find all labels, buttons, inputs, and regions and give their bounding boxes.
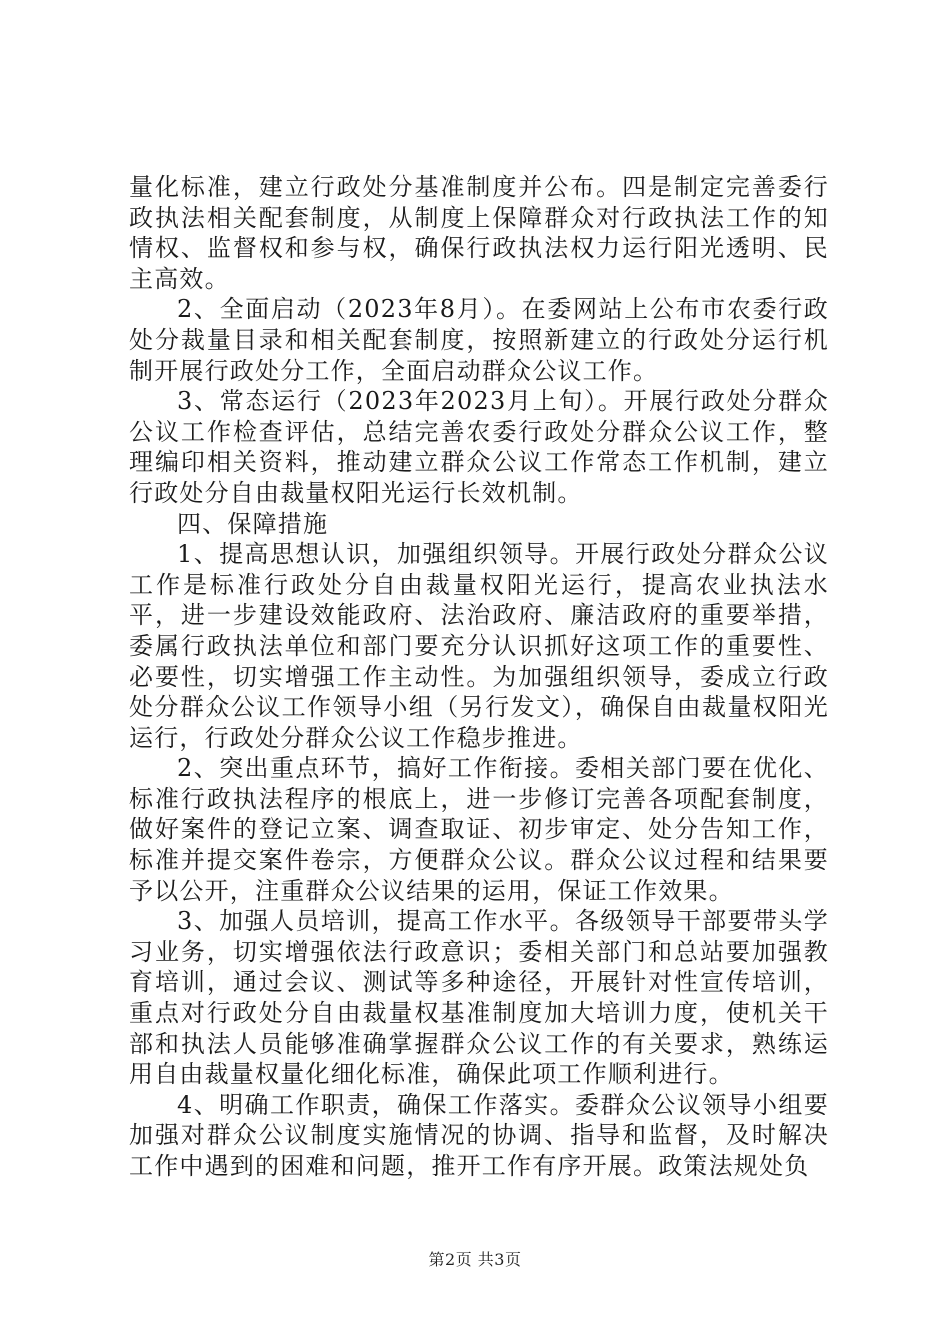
- paragraph-full-launch: 2、全面启动（2023年8月）。在委网站上公布市农委行政处分裁量目录和相关配套制度，按照新建立的行政处分运行机制开展行政处分工作，全面启动群众公议工作。: [129, 295, 829, 385]
- paragraph-staff-training: 3、加强人员培训，提高工作水平。各级领导干部要带头学习业务，切实增强依法行政意识；委相关部门和总站要加强教育培训，通过会议、测试等多种途径，开展针对性宣传培训，重点对行政处分自由裁量权基准制度加大培训力度，使机关干部和执法人员能够准确掌握群众公议工作的有关要求，熟练运用自由裁量权量化细化标准，确保此项工作顺利进行。: [129, 907, 829, 1089]
- paragraph-responsibilities: 4、明确工作职责，确保工作落实。委群众公议领导小组要加强对群众公议制度实施情况的协调、指导和监督，及时解决工作中遇到的困难和问题，推开工作有序开展。政策法规处负: [129, 1090, 829, 1180]
- document-body: [129, 172, 829, 1182]
- section-heading-safeguards: 四、保障措施: [177, 509, 329, 538]
- paragraph-continuation: 量化标准，建立行政处分基准制度并公布。四是制定完善委行政执法相关配套制度，从制度上保障群众对行政执法工作的知情权、监督权和参与权，确保行政执法权力运行阳光透明、民主高效。: [129, 173, 829, 293]
- paragraph-key-links: 2、突出重点环节，搞好工作衔接。委相关部门要在优化、标准行政执法程序的根底上，进一步修订完善各项配套制度，做好案件的登记立案、调查取证、初步审定、处分告知工作，标准并提交案件卷宗，方便群众公议。群众公议过程和结果要予以公开，注重群众公议结果的运用，保证工作效果。: [129, 754, 829, 905]
- paragraph-awareness-leadership: 1、提高思想认识，加强组织领导。开展行政处分群众公议工作是标准行政处分自由裁量权阳光运行，提高农业执法水平，进一步建设效能政府、法治政府、廉洁政府的重要举措，委属行政执法单位和部门要充分认识抓好这项工作的重要性、必要性，切实增强工作主动性。为加强组织领导，委成立行政处分群众公议工作领导小组（另行发文），确保自由裁量权阳光运行，行政处分群众公议工作稳步推进。: [129, 540, 829, 752]
- paragraph-normal-operation: 3、常态运行（2023年2023月上旬）。开展行政处分群众公议工作检查评估，总结完善农委行政处分群众公议工作，整理编印相关资料，推动建立群众公议工作常态工作机制，建立行政处分自由裁量权阳光运行长效机制。: [129, 387, 829, 507]
- page-number-footer: 第2页 共3页: [428, 1250, 522, 1269]
